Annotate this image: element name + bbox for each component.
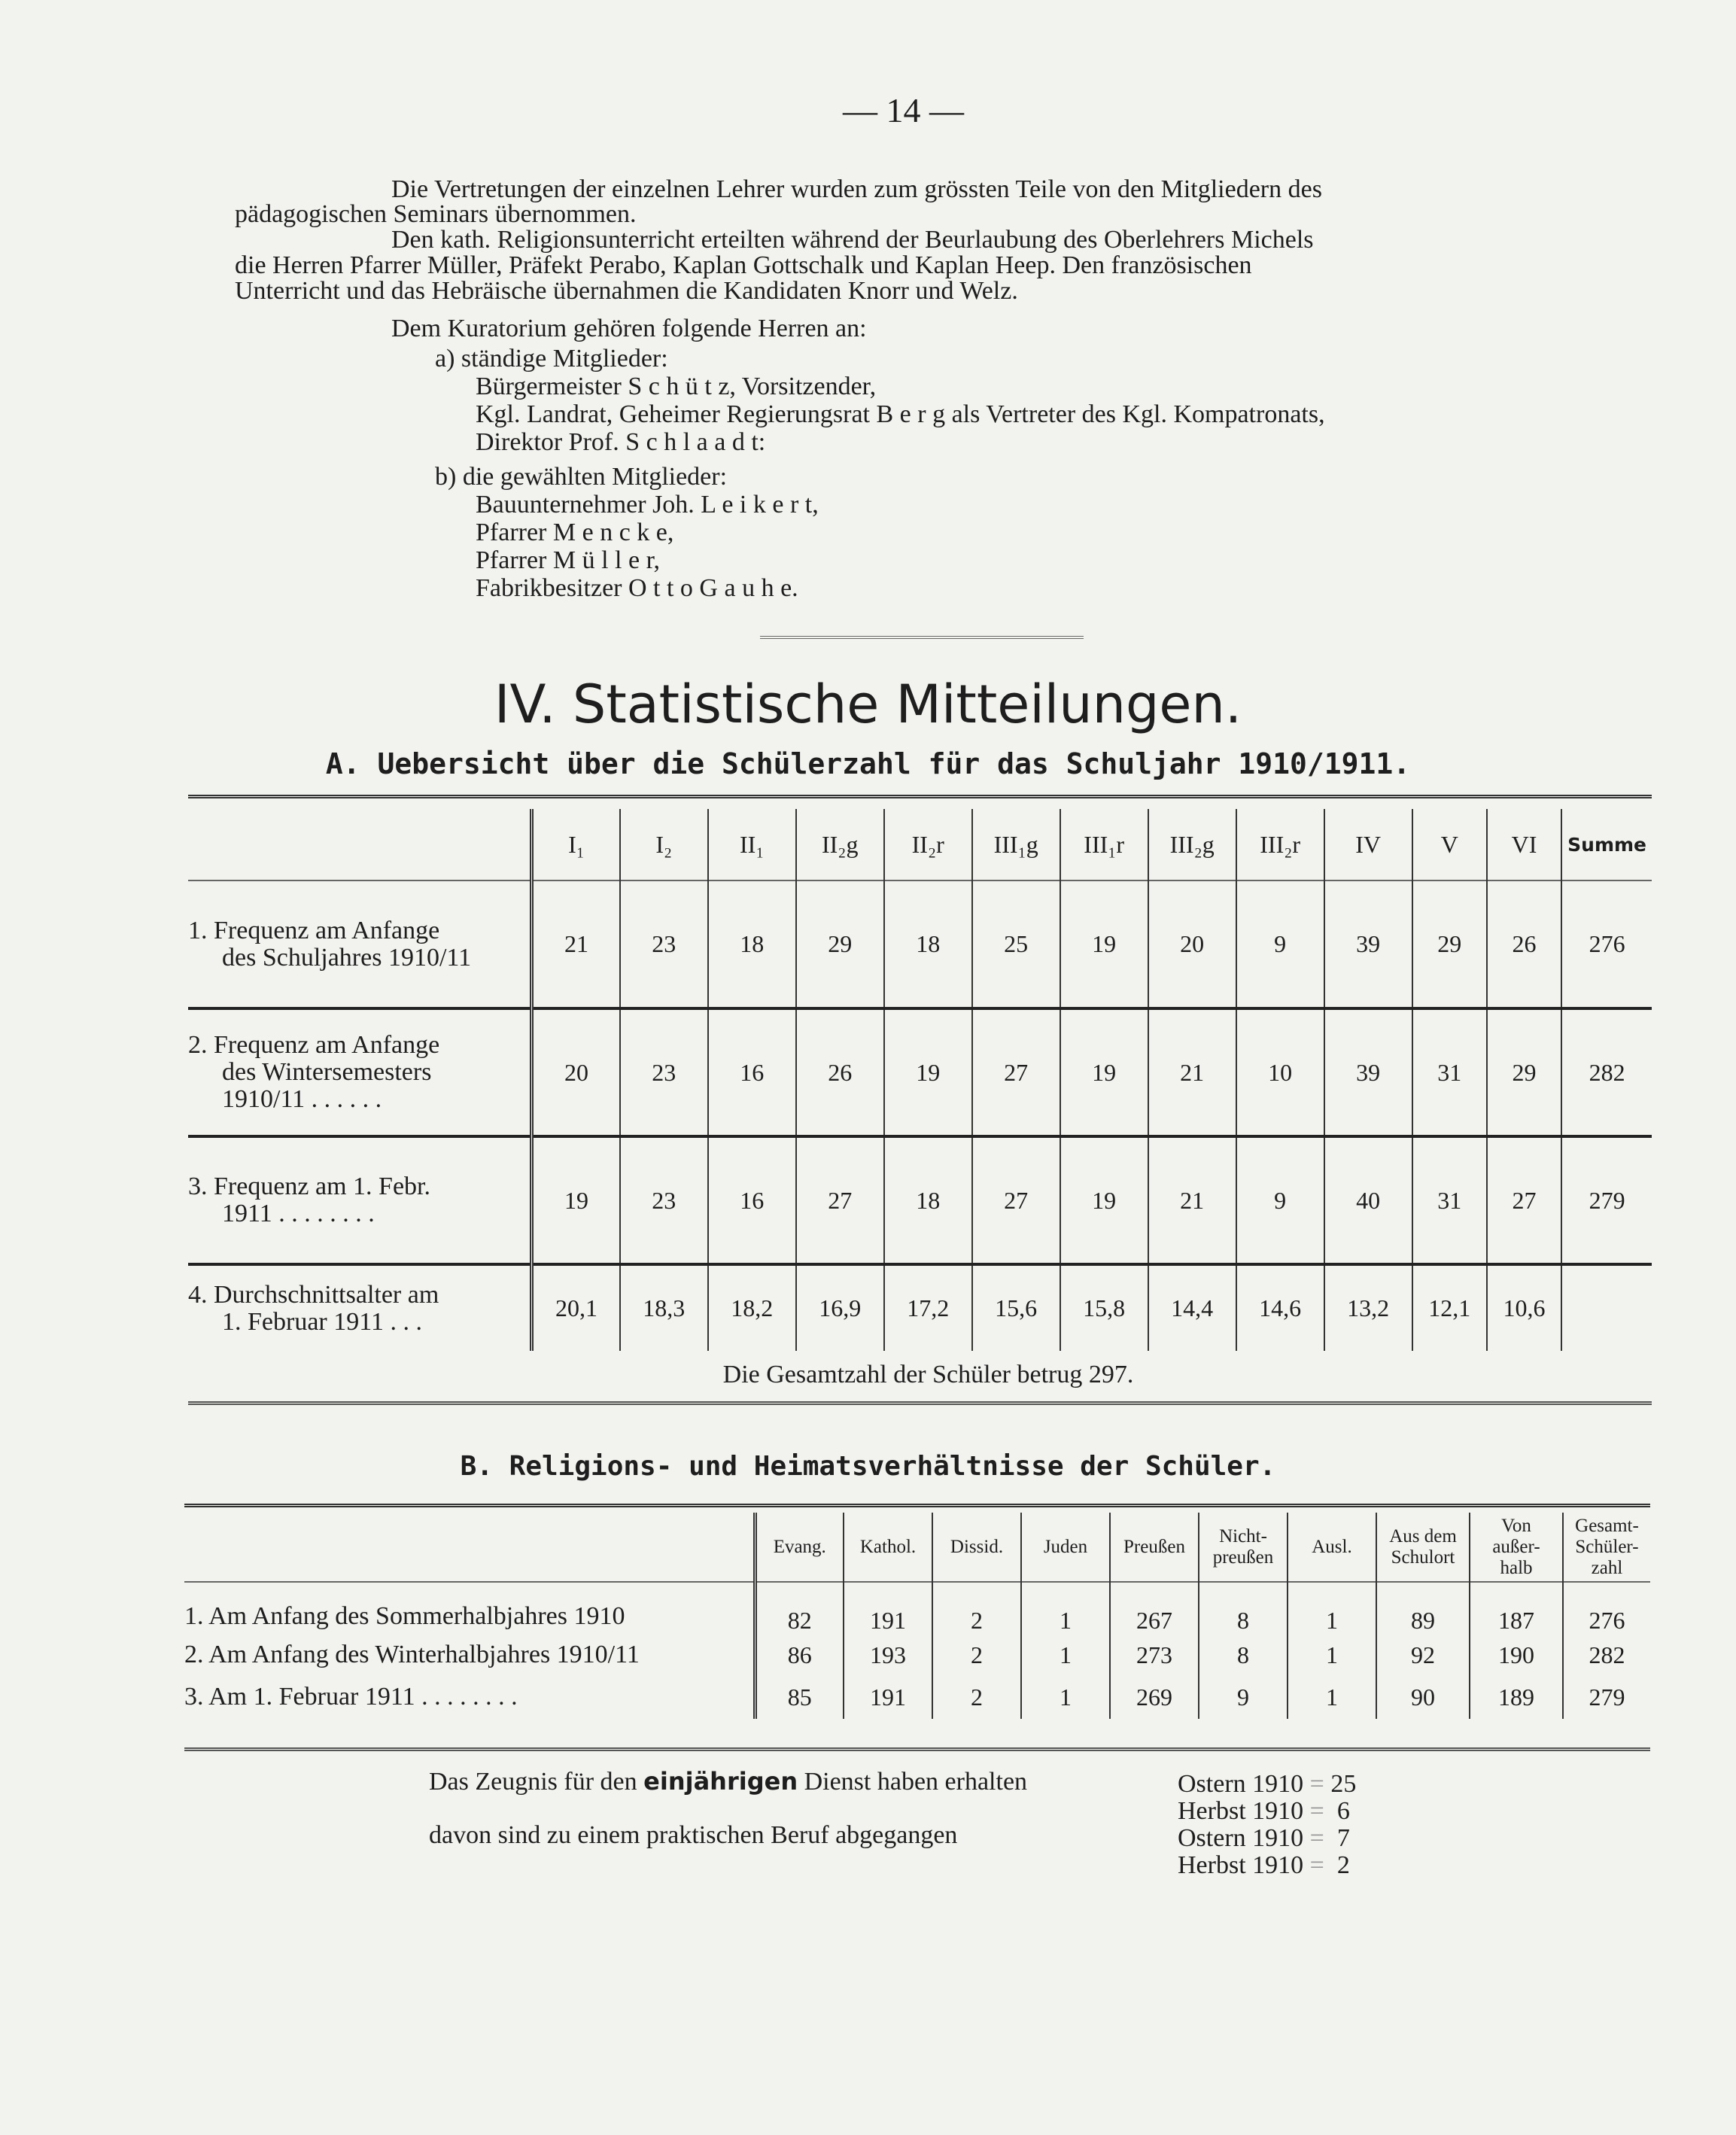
row-label-line: 1910/11 . . . . . . [222, 1085, 382, 1113]
col-header: II₂r [884, 809, 972, 880]
zeugnis-line2: davon sind zu einem praktischen Beruf abgegangen [429, 1821, 958, 1849]
zeugnis-value: 2 [1336, 1851, 1350, 1879]
col-header: I₂ [620, 809, 708, 880]
cell: 26 [1487, 880, 1561, 1008]
table-row [188, 880, 1652, 1008]
total-note: Die Gesamtzahl der Schüler betrug 297. [722, 1361, 1134, 1388]
intro-p1-line2: pädagogischen Seminars übernommen. [235, 200, 637, 228]
cell: 19 [1060, 1008, 1148, 1136]
member-b1: Bauunternehmer Joh. L e i k e r t, [476, 491, 819, 519]
cell: 29 [1412, 880, 1487, 1008]
cell: 27 [796, 1136, 884, 1264]
zeugnis-pre: Das Zeugnis für den [429, 1768, 637, 1796]
cell: 85 [755, 1675, 844, 1719]
cell: 8 [1199, 1582, 1288, 1635]
col-header: Kathol. [844, 1513, 932, 1582]
row-label-line: 3. Frequenz am 1. Febr. [188, 1172, 430, 1200]
col-header-summe: Summe [1561, 809, 1652, 880]
cell: 19 [884, 1008, 972, 1136]
cell: 20,1 [532, 1264, 620, 1351]
cell: 10,6 [1487, 1264, 1561, 1351]
member-b-label: b) die gewählten Mitglieder: [435, 463, 728, 491]
col-header: Ausl. [1288, 1513, 1376, 1582]
cell: 23 [620, 880, 708, 1008]
section-title: IV. Statistische Mitteilungen. [494, 674, 1242, 735]
row-label-line: 1. Frequenz am Anfange [188, 916, 440, 944]
cell: 1 [1021, 1635, 1110, 1675]
table-a-title: A. Uebersicht über die Schülerzahl für das Schuljahr 1910/1911. [325, 747, 1411, 780]
cell: 27 [972, 1136, 1060, 1264]
cell: 19 [532, 1136, 620, 1264]
cell: 190 [1470, 1635, 1563, 1675]
cell: 23 [620, 1008, 708, 1136]
col-header: Nicht- preußen [1199, 1513, 1288, 1582]
cell: 29 [1487, 1008, 1561, 1136]
zeugnis-line1 [429, 1767, 1027, 1796]
kuratorium-line: Dem Kuratorium gehören folgende Herren an: [391, 315, 867, 342]
separator-rule [760, 636, 1084, 639]
cell: 27 [1487, 1136, 1561, 1264]
col-header: III₁r [1060, 809, 1148, 880]
member-a-label: a) ständige Mitglieder: [435, 345, 668, 373]
cell: 25 [972, 880, 1060, 1008]
row-label [188, 1264, 532, 1351]
col-header: II₁ [708, 809, 796, 880]
cell: 2 [932, 1582, 1021, 1635]
header-blank [188, 809, 532, 880]
cell: 86 [755, 1635, 844, 1675]
table-row [184, 1635, 1650, 1675]
table-b-top-rule [184, 1504, 1650, 1507]
cell: 18 [884, 1136, 972, 1264]
row-label: 3. Am 1. Februar 1911 . . . . . . . . [184, 1683, 518, 1711]
cell: 276 [1563, 1582, 1650, 1635]
row-label-line: des Wintersemesters [222, 1058, 432, 1086]
cell: 193 [844, 1635, 932, 1675]
cell: 267 [1110, 1582, 1199, 1635]
cell: 39 [1324, 1008, 1412, 1136]
zeugnis-entry: Herbst 1910 = 6 [1178, 1797, 1350, 1825]
cell: 40 [1324, 1136, 1412, 1264]
row-label-line: 2. Frequenz am Anfange [188, 1031, 440, 1059]
table-row [188, 1136, 1652, 1264]
cell: 9 [1199, 1675, 1288, 1719]
member-a1: Bürgermeister S c h ü t z, Vorsitzender, [476, 373, 877, 400]
cell: 1 [1288, 1635, 1376, 1675]
cell [1561, 1264, 1652, 1351]
cell: 20 [532, 1008, 620, 1136]
zeugnis-entry: Herbst 1910 = 2 [1178, 1851, 1350, 1879]
table-row [188, 1264, 1652, 1351]
col-header: Juden [1021, 1513, 1110, 1582]
page-number: — 14 — [843, 91, 964, 129]
cell: 16 [708, 1008, 796, 1136]
cell: 39 [1324, 880, 1412, 1008]
cell: 273 [1110, 1635, 1199, 1675]
table-row [184, 1675, 1650, 1719]
cell: 16 [708, 1136, 796, 1264]
cell: 15,8 [1060, 1264, 1148, 1351]
table-a-bottom-rule [188, 1401, 1652, 1405]
cell: 12,1 [1412, 1264, 1487, 1351]
zeugnis-post: Dienst haben erhalten [804, 1768, 1028, 1796]
zeugnis-value: 6 [1336, 1797, 1350, 1825]
cell: 282 [1563, 1635, 1650, 1675]
row-label-line: 1911 . . . . . . . . [222, 1200, 375, 1227]
cell: 282 [1561, 1008, 1652, 1136]
cell: 9 [1236, 1136, 1324, 1264]
cell: 23 [620, 1136, 708, 1264]
cell: 187 [1470, 1582, 1563, 1635]
member-b4: Fabrikbesitzer O t t o G a u h e. [476, 574, 798, 602]
cell: 191 [844, 1675, 932, 1719]
zeugnis-bold: einjährigen [643, 1767, 798, 1796]
cell: 89 [1376, 1582, 1470, 1635]
cell: 1 [1021, 1582, 1110, 1635]
col-header: V [1412, 809, 1487, 880]
cell: 10 [1236, 1008, 1324, 1136]
intro-p2-line2: die Herren Pfarrer Müller, Präfekt Perabo, Kaplan Gottschalk und Kaplan Heep. Den französischen [235, 251, 1252, 279]
zeugnis-term: Ostern 1910 [1178, 1824, 1304, 1852]
row-label-line: 4. Durchschnittsalter am [188, 1280, 439, 1309]
cell: 26 [796, 1008, 884, 1136]
cell: 1 [1021, 1675, 1110, 1719]
cell: 21 [532, 880, 620, 1008]
cell: 18,3 [620, 1264, 708, 1351]
cell: 17,2 [884, 1264, 972, 1351]
col-header: Dissid. [932, 1513, 1021, 1582]
cell: 92 [1376, 1635, 1470, 1675]
table-a-top-rule [188, 795, 1652, 798]
col-header: Gesamt- Schüler- zahl [1563, 1513, 1650, 1582]
zeugnis-entry: Ostern 1910 = 25 [1178, 1770, 1357, 1798]
member-b2: Pfarrer M e n c k e, [476, 519, 674, 546]
cell: 21 [1148, 1136, 1236, 1264]
cell: 27 [972, 1008, 1060, 1136]
row-label: 1. Am Anfang des Sommerhalbjahres 1910 [184, 1582, 755, 1635]
table-row [188, 1008, 1652, 1136]
row-label: 2. Am Anfang des Winterhalbjahres 1910/11 [184, 1641, 640, 1668]
cell: 19 [1060, 880, 1148, 1008]
cell: 13,2 [1324, 1264, 1412, 1351]
intro-p2-line1: Den kath. Religionsunterricht erteilten während der Beurlaubung des Oberlehrers Michels [391, 226, 1314, 254]
col-header: Von außer- halb [1470, 1513, 1563, 1582]
member-a3: Direktor Prof. S c h l a a d t: [476, 428, 766, 456]
cell: 18 [884, 880, 972, 1008]
row-label-line: des Schuljahres 1910/11 [222, 943, 472, 972]
zeugnis-value: 7 [1336, 1824, 1350, 1852]
member-b3: Pfarrer M ü l l e r, [476, 546, 661, 574]
cell: 90 [1376, 1675, 1470, 1719]
row-label [188, 880, 532, 1008]
table-row [184, 1582, 1650, 1635]
row-label [188, 1136, 532, 1264]
table-b [184, 1513, 1650, 1719]
col-header: Aus dem Schulort [1376, 1513, 1470, 1582]
cell: 269 [1110, 1675, 1199, 1719]
table-a [188, 809, 1652, 1351]
member-a2: Kgl. Landrat, Geheimer Regierungsrat B e r g als Vertreter des Kgl. Kompatronats, [476, 400, 1325, 428]
zeugnis-term: Herbst 1910 [1178, 1851, 1304, 1879]
cell: 21 [1148, 1008, 1236, 1136]
table-b-header-row [184, 1513, 1650, 1582]
cell: 1 [1288, 1675, 1376, 1719]
col-header: II₂g [796, 809, 884, 880]
cell: 20 [1148, 880, 1236, 1008]
col-header: III₂r [1236, 809, 1324, 880]
zeugnis-term: Ostern 1910 [1178, 1770, 1304, 1798]
cell: 279 [1561, 1136, 1652, 1264]
row-label-line: 1. Februar 1911 . . . [222, 1307, 422, 1336]
col-header: III₂g [1148, 809, 1236, 880]
col-header: I₁ [532, 809, 620, 880]
cell: 31 [1412, 1008, 1487, 1136]
table-a-header-row [188, 809, 1652, 880]
header-blank [184, 1513, 755, 1582]
cell: 1 [1288, 1582, 1376, 1635]
cell: 191 [844, 1582, 932, 1635]
cell: 14,6 [1236, 1264, 1324, 1351]
intro-p1-line1: Die Vertretungen der einzelnen Lehrer wurden zum grössten Teile von den Mitgliedern des [391, 175, 1322, 203]
cell: 276 [1561, 880, 1652, 1008]
col-header: Evang. [755, 1513, 844, 1582]
cell: 16,9 [796, 1264, 884, 1351]
cell: 31 [1412, 1136, 1487, 1264]
cell: 19 [1060, 1136, 1148, 1264]
intro-p2-line3: Unterricht und das Hebräische übernahmen die Kandidaten Knorr und Welz. [235, 277, 1018, 305]
cell: 2 [932, 1675, 1021, 1719]
cell: 18,2 [708, 1264, 796, 1351]
zeugnis-term: Herbst 1910 [1178, 1797, 1304, 1825]
cell: 279 [1563, 1675, 1650, 1719]
cell: 189 [1470, 1675, 1563, 1719]
cell: 18 [708, 880, 796, 1008]
cell: 82 [755, 1582, 844, 1635]
cell: 29 [796, 880, 884, 1008]
zeugnis-entry: Ostern 1910 = 7 [1178, 1824, 1350, 1852]
cell: 8 [1199, 1635, 1288, 1675]
cell: 9 [1236, 880, 1324, 1008]
cell: 15,6 [972, 1264, 1060, 1351]
table-b-bottom-rule [184, 1747, 1650, 1751]
col-header: III₁g [972, 809, 1060, 880]
col-header: IV [1324, 809, 1412, 880]
zeugnis-value: 25 [1330, 1770, 1357, 1798]
cell: 14,4 [1148, 1264, 1236, 1351]
cell: 2 [932, 1635, 1021, 1675]
col-header: Preußen [1110, 1513, 1199, 1582]
row-label [188, 1008, 532, 1136]
table-b-title: B. Religions- und Heimatsverhältnisse der Schüler. [460, 1451, 1276, 1482]
col-header: VI [1487, 809, 1561, 880]
